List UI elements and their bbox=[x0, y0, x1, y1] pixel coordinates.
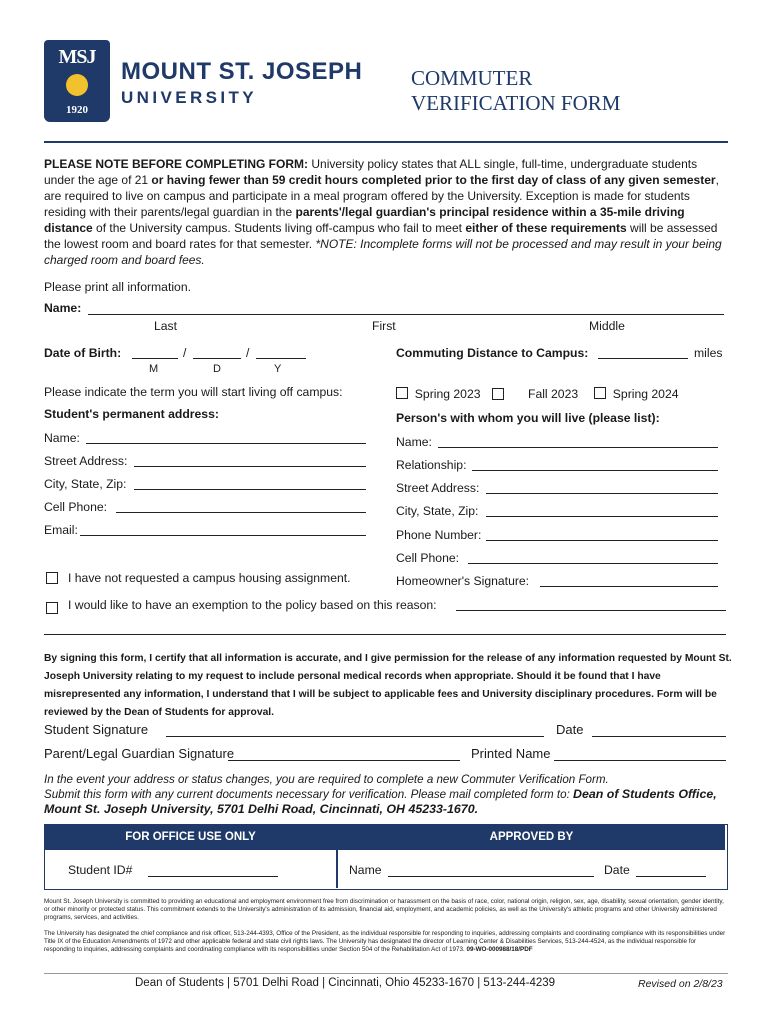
name-last-caption: Last bbox=[154, 319, 178, 333]
printed-name-label: Printed Name bbox=[471, 746, 551, 761]
homeowner-signature-field[interactable] bbox=[540, 586, 718, 587]
name-middle-caption: Middle bbox=[589, 319, 625, 333]
approver-date-field[interactable] bbox=[636, 876, 706, 877]
left-name-label: Name: bbox=[44, 431, 80, 445]
term-label: Please indicate the term you will start living off campus: bbox=[44, 385, 343, 399]
print-note: Please print all information. bbox=[44, 280, 191, 294]
housing-checkbox-label: I have not requested a campus housing assignment. bbox=[68, 571, 351, 585]
footer-contact: Dean of Students | 5701 Delhi Road | Cincinnati, Ohio 45233-1670 | 513-244-4239 bbox=[135, 977, 556, 989]
printed-name-field[interactable] bbox=[554, 760, 726, 761]
student-signature-field[interactable] bbox=[166, 736, 544, 737]
student-address-heading: Student's permanent address: bbox=[44, 407, 219, 421]
left-email-field[interactable] bbox=[80, 535, 366, 536]
left-cell-label: Cell Phone: bbox=[44, 500, 108, 514]
dob-m-caption: M bbox=[149, 363, 159, 375]
left-email-label: Email: bbox=[44, 523, 78, 537]
certification-statement: By signing this form, I certify that all information is accurate, and I give permission for the release of any information requested by Mount St. Joseph University relating to my request to include personal medical records when appropriate. Should it be found that I have misrepresented any information, I understand that I will be subject to applicable fees and University disciplinary procedures. Form will be reviewed by the Dean of Students for approval. bbox=[44, 653, 732, 718]
dob-month-field[interactable] bbox=[132, 358, 178, 359]
right-street-label: Street Address: bbox=[396, 481, 480, 495]
office-use-header: FOR OFFICE USE ONLY bbox=[45, 825, 336, 850]
term-option-spring-2023[interactable]: Spring 2023 bbox=[396, 386, 481, 402]
housing-checkbox[interactable] bbox=[46, 570, 58, 588]
right-phone-label: Phone Number: bbox=[396, 528, 482, 542]
right-phone-field[interactable] bbox=[486, 540, 718, 541]
distance-label: Commuting Distance to Campus: bbox=[396, 346, 589, 360]
term-option-spring-2024[interactable]: Spring 2024 bbox=[594, 386, 679, 402]
form-title: COMMUTER VERIFICATION FORM bbox=[411, 66, 621, 115]
exemption-checkbox-label: I would like to have an exemption to the policy based on this reason: bbox=[68, 598, 437, 612]
policy-notice: PLEASE NOTE BEFORE COMPLETING FORM: University policy states that ALL single, full-time, undergraduate students under the age of 21 or having fewer than 59 credit hours completed prior to the first day of class of any given semester, are required to live on campus and participate in a meal program offered by the University. Exception is made for students residing with their parents/legal guardian in the parents'/legal guardian's principal residence within a 35-mile driving distance of the University campus. Students living off-campus who fail to meet either of these requirements will be assessed the lowest room and board rates for that semester. *NOTE: Incomplete forms will not be processed and may result in your being charged room and board fees. bbox=[44, 157, 722, 267]
approved-by-header: APPROVED BY bbox=[338, 825, 725, 850]
right-city-label: City, State, Zip: bbox=[396, 504, 479, 518]
left-street-field[interactable] bbox=[134, 466, 366, 467]
student-signature-label: Student Signature bbox=[44, 722, 149, 737]
roommates-heading: Person's with whom you will live (please list): bbox=[396, 411, 660, 425]
approver-name-field[interactable] bbox=[388, 876, 594, 877]
distance-unit: miles bbox=[694, 346, 723, 360]
parent-signature-label: Parent/Legal Guardian Signature bbox=[44, 746, 235, 761]
header-divider bbox=[44, 141, 728, 143]
student-date-field[interactable] bbox=[592, 736, 726, 737]
right-city-field[interactable] bbox=[486, 516, 718, 517]
name-first-caption: First bbox=[372, 319, 396, 333]
checkbox-icon[interactable] bbox=[396, 387, 408, 399]
term-checkbox-fall-2023[interactable] bbox=[492, 386, 504, 404]
approver-name-label: Name bbox=[349, 863, 382, 877]
right-relationship-label: Relationship: bbox=[396, 458, 467, 472]
university-name: MOUNT ST. JOSEPH bbox=[121, 58, 363, 85]
change-note: In the event your address or status changes, you are required to complete a new Commuter Verification Form. Submit this form with any current documents necessary for verification. Please mail completed form to: Dean of Students Office, Mount St. Joseph University, 5701 Delhi Road, Cincinnati, OH 45233-1670. bbox=[44, 773, 717, 816]
dob-year-field[interactable] bbox=[256, 358, 306, 359]
logo-year: 1920 bbox=[66, 104, 88, 116]
student-id-field[interactable] bbox=[148, 876, 278, 877]
revised-date: Revised on 2/8/23 bbox=[638, 978, 723, 990]
exemption-reason-field[interactable] bbox=[456, 610, 726, 611]
student-date-label: Date bbox=[556, 722, 584, 737]
university-shield-logo bbox=[44, 40, 110, 122]
right-name-label: Name: bbox=[396, 435, 432, 449]
nondiscrimination-statement: Mount St. Joseph University is committed to providing an educational and employment environment free from discrimination or harassment on the basis of race, color, national origin, religion, sex, age, disability, sexual orientation, gender identity, or other minority or protected status. This commitment extends to the University's administration of its admission, financial aid, employment, and academic policies, as well as the University's athletic programs and other University administered programs, services, and activities. bbox=[44, 898, 724, 921]
exemption-reason-field-2[interactable] bbox=[44, 634, 726, 635]
name-input-line[interactable] bbox=[88, 314, 724, 315]
compliance-statement: The University has designated the chief compliance and risk officer, 513-244-4393, Office of the President, as the individual responsible for responding to inquiries, addressing complaints and coordinating compliance with its responsibilities under Title IX of the Education Amendments of 1972 and other applicable federal and state civil rights laws. The University has designated the director of Learning Center & Disabilities Services, 513-244-4524, as the individual responsible for responding to inquiries, addressing complaints and coordinating compliance with its responsibilities under Section 504 of the Rehabilitation Act of 1973. 09-WO-000988/18/PDF bbox=[44, 930, 726, 953]
distance-field[interactable] bbox=[598, 358, 688, 359]
dob-label: Date of Birth: bbox=[44, 346, 122, 360]
dob-y-caption: Y bbox=[274, 363, 282, 375]
right-cell-label: Cell Phone: bbox=[396, 551, 460, 565]
exemption-checkbox[interactable] bbox=[46, 600, 58, 618]
student-id-label: Student ID# bbox=[68, 863, 133, 877]
left-city-label: City, State, Zip: bbox=[44, 477, 127, 491]
approver-date-label: Date bbox=[604, 863, 630, 877]
logo-monogram: MSJ bbox=[58, 46, 96, 68]
left-street-label: Street Address: bbox=[44, 454, 128, 468]
dob-d-caption: D bbox=[213, 363, 221, 375]
name-label: Name: bbox=[44, 301, 82, 315]
homeowner-signature-label: Homeowner's Signature: bbox=[396, 574, 530, 588]
right-relationship-field[interactable] bbox=[472, 470, 718, 471]
checkbox-icon[interactable] bbox=[594, 387, 606, 399]
left-city-field[interactable] bbox=[134, 489, 366, 490]
right-street-field[interactable] bbox=[486, 493, 718, 494]
left-cell-field[interactable] bbox=[116, 512, 366, 513]
term-option-fall-2023: Fall 2023 bbox=[528, 387, 579, 401]
right-cell-field[interactable] bbox=[468, 563, 718, 564]
university-subname: UNIVERSITY bbox=[121, 88, 258, 107]
dob-day-field[interactable] bbox=[193, 358, 241, 359]
left-name-field[interactable] bbox=[86, 443, 366, 444]
parent-signature-field[interactable] bbox=[228, 760, 460, 761]
right-name-field[interactable] bbox=[438, 447, 718, 448]
sun-icon bbox=[66, 74, 88, 96]
